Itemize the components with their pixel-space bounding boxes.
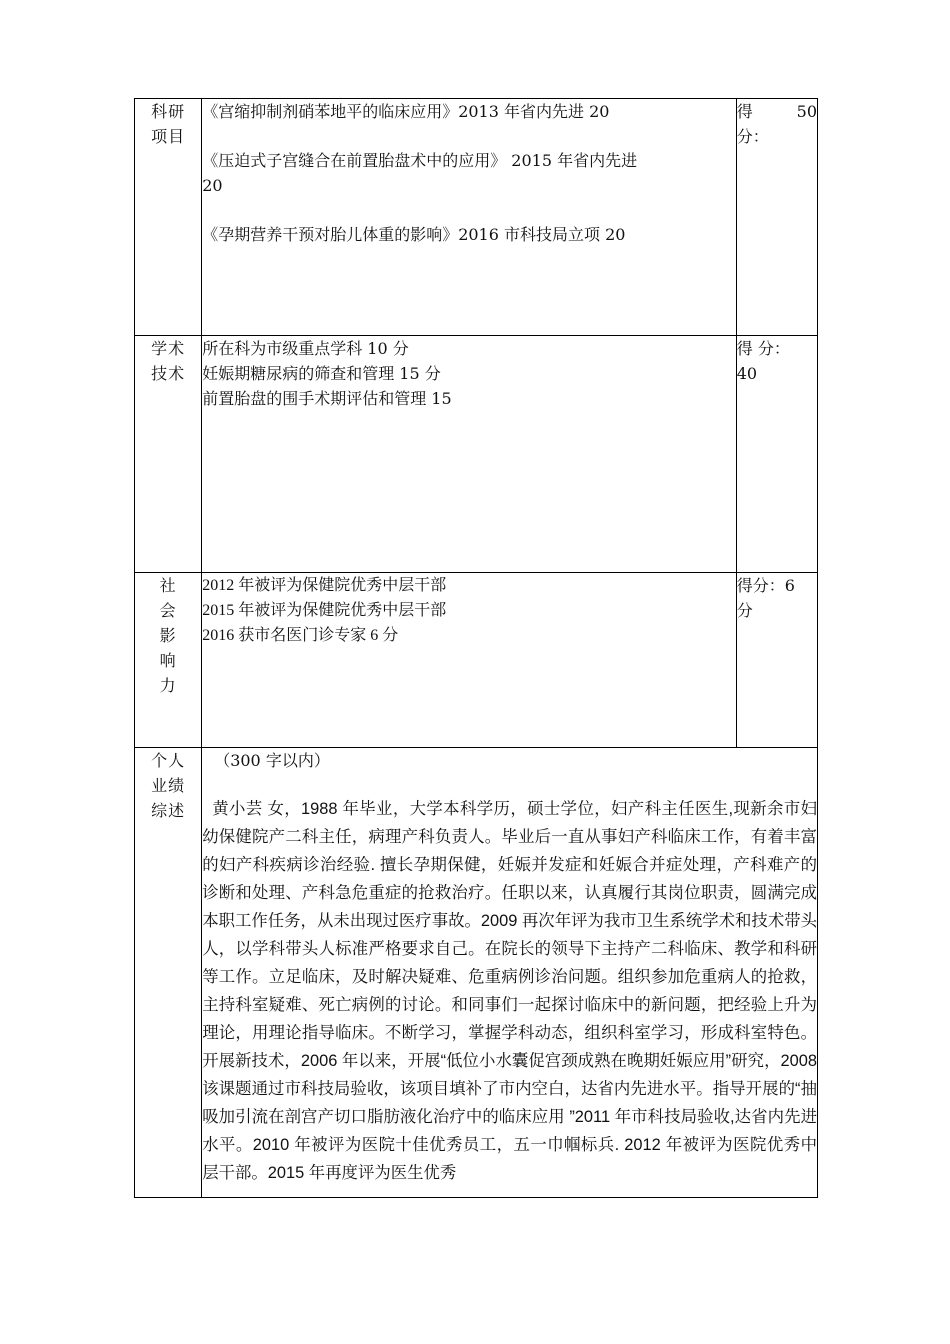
research-label-line-1: 科研 xyxy=(151,102,186,121)
social-score-line-2: 分 xyxy=(736,601,753,620)
research-label-line-2: 项目 xyxy=(151,127,186,146)
academic-score-line-1: 得 分： xyxy=(736,339,790,358)
academic-item-1: 所在科为市级重点学科 10 分 xyxy=(202,339,409,358)
social-label-line-5: 力 xyxy=(159,676,177,695)
social-content xyxy=(202,573,737,748)
social-score xyxy=(736,573,817,748)
social-item-2: 2015 年被评为保健院优秀中层干部 xyxy=(202,602,447,619)
summary-intro: （300 字以内） xyxy=(214,751,330,770)
academic-label xyxy=(135,336,202,573)
academic-label-line-1: 学术 xyxy=(151,339,186,358)
research-row xyxy=(135,99,818,336)
research-score-suffix: 分： xyxy=(736,127,769,146)
academic-row xyxy=(135,336,818,573)
research-content xyxy=(202,99,737,336)
social-item-3: 2016 获市名医门诊专家 6 分 xyxy=(202,627,399,644)
research-item-3: 《孕期营养干预对胎儿体重的影响》2016 市科技局立项 20 xyxy=(202,225,626,244)
research-item-2: 《压迫式子宫缝合在前置胎盘术中的应用》 2015 年省内先进 xyxy=(202,151,638,170)
academic-item-3: 前置胎盘的围手术期评估和管理 15 xyxy=(202,389,452,408)
summary-label-line-3: 综述 xyxy=(151,801,186,820)
summary-row xyxy=(135,748,818,1198)
research-label xyxy=(135,99,202,336)
research-item-1: 《宫缩抑制剂硝苯地平的临床应用》2013 年省内先进 20 xyxy=(202,102,610,121)
academic-content xyxy=(202,336,737,573)
research-item-2-cont: 20 xyxy=(202,176,223,195)
social-row xyxy=(135,573,818,748)
research-score xyxy=(736,99,817,336)
summary-label-line-2: 业绩 xyxy=(151,776,186,795)
academic-score xyxy=(736,336,817,573)
social-label-line-4: 响 xyxy=(159,651,177,670)
academic-label-line-2: 技术 xyxy=(151,364,186,383)
academic-item-2: 妊娠期糖尿病的筛查和管理 15 分 xyxy=(202,364,441,383)
social-label-line-3: 影 xyxy=(159,626,177,645)
social-score-line-1: 得分：6 xyxy=(736,576,795,595)
evaluation-form-table xyxy=(134,98,818,1198)
summary-label xyxy=(135,748,202,1198)
summary-text: 黄小芸 女，1988 年毕业，大学本科学历，硕士学位，妇产科主任医生,现新余市妇幼保健院产二科主任，病理产科负责人。毕业后一直从事妇产科临床工作，有着丰富的妇产科疾病诊治经验. 擅长孕期保健，妊娠并发症和妊娠合并症处理，产科难产的诊断和处理、产科急危重症的抢救治疗。任职以来，认真履行其岗位职责，圆满完成本职工作任务，从未出现过医疗事故。2009 再次年评为我市卫生系统学术和技术带头人，以学科带头人标准严格要求自己。在院长的领导下主持产二科临床、教学和科研等工作。立足临床，及时解决疑难、危重病例诊治问题。组织参加危重病人的抢救，主持科室疑难、死亡病例的讨论。和同事们一起探讨临床中的新问题，把经验上升为理论，用理论指导临床。不断学习，掌握学科动态，组织科室学习，形成科室特色。开展新技术，2006 年以来，开展“低位小水囊促宫颈成熟在晚期妊娠应用”研究，2008 该课题通过市科技局验收，该项目填补了市内空白，达省内先进水平。指导开展的“抽吸加引流在剖宫产切口脂肪液化治疗中的临床应用 ”2011 年市科技局验收,达省内先进水平。2010 年被评为医院十佳优秀员工，五一巾帼标兵. 2012 年被评为医院优秀中层干部。2015 年再度评为医生优秀 xyxy=(202,800,817,1182)
academic-score-line-2: 40 xyxy=(736,364,758,383)
research-score-label: 得 xyxy=(736,102,753,121)
social-label xyxy=(135,573,202,748)
summary-label-line-1: 个人 xyxy=(151,751,186,770)
research-score-value: 50 xyxy=(796,102,817,121)
summary-content xyxy=(202,748,818,1198)
social-item-1: 2012 年被评为保健院优秀中层干部 xyxy=(202,577,447,594)
social-label-line-1: 社 xyxy=(159,576,177,595)
social-label-line-2: 会 xyxy=(159,601,177,620)
